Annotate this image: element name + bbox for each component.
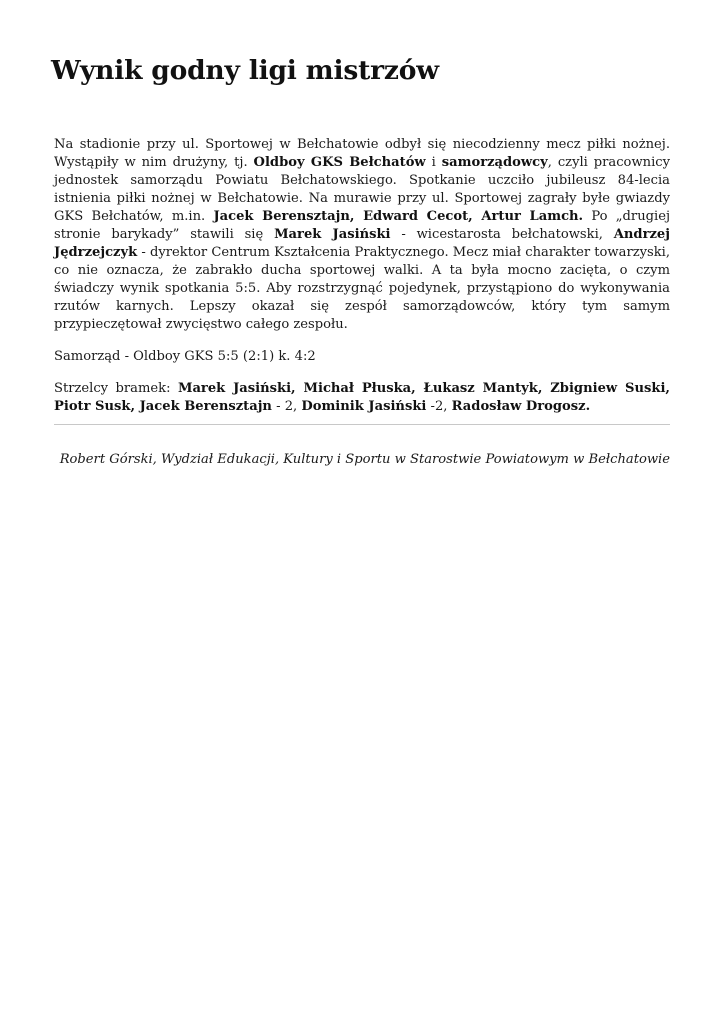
scorers-label: Strzelcy bramek: bbox=[54, 381, 178, 396]
author-signature: Robert Górski, Wydział Edukacji, Kultury i Sportu w Starostwie Powiatowym w Bełchatowie bbox=[59, 452, 670, 467]
article-body bbox=[54, 136, 670, 416]
scorers-text-1: - 2, bbox=[271, 399, 302, 414]
scorers-text-2: -2, bbox=[426, 399, 452, 414]
article-title: Wynik godny ligi mistrzów bbox=[51, 55, 439, 86]
score-line: Samorząd - Oldboy GKS 5:5 (2:1) k. 4:2 bbox=[54, 349, 316, 364]
lead-text-2: i bbox=[425, 155, 442, 170]
lead-text-4: Po „drugiej stronie barykady” stawili się bbox=[54, 209, 671, 242]
scorers-paragraph bbox=[54, 380, 670, 416]
lead-text-6: - dyrektor Centrum Kształcenia Praktycznego. Mecz miał charakter towarzyski, co nie oznacza, że zabrakło ducha sportowej walki. A ta była mocno zacięta, o czym świadczy wynik spotkania 5:5. Aby rozstrzygnąć pojedynek, przystąpiono do wykonywania rzutów karnych. Lepszy okazał się zespół samorządowców, który tym samym przypieczętował zwycięstwo całego zespołu. bbox=[54, 245, 670, 332]
scorers-bold-1: Marek Jasiński, Michał Płuska, Łukasz Mantyk, Zbigniew Suski, Piotr Susk, Jacek Berensztajn bbox=[54, 381, 670, 414]
lead-text-1: Na stadionie przy ul. Sportowej w Bełchatowie odbył się niecodzienny mecz piłki nożnej. Wystąpiły w nim drużyny, tj. bbox=[54, 137, 670, 170]
lead-bold-team-oldboy: Oldboy GKS Bełchatów bbox=[253, 155, 426, 170]
lead-bold-dyrektor: Andrzej Jędrzejczyk bbox=[54, 227, 670, 260]
scorers-bold-3: Radosław Drogosz. bbox=[451, 399, 591, 414]
lead-bold-oldboy-players: Jacek Berensztajn, Edward Cecot, Artur Lamch. bbox=[213, 209, 584, 224]
lead-bold-team-samorzad: samorządowcy bbox=[441, 155, 548, 170]
lead-paragraph bbox=[54, 136, 670, 334]
separator-line bbox=[54, 424, 670, 425]
lead-text-5: - wicestarosta bełchatowski, bbox=[390, 227, 614, 242]
scorers-bold-2: Dominik Jasiński bbox=[301, 399, 427, 414]
lead-text-3: , czyli pracownicy jednostek samorządu Powiatu Bełchatowskiego. Spotkanie uczciło jubileusz 84-lecia istnienia piłki nożnej w Bełchatowie. Na murawie przy ul. Sportowej zagrały byłe gwiazdy GKS Bełchatów, m.in. bbox=[54, 155, 671, 224]
lead-bold-wicestarosta: Marek Jasiński bbox=[274, 227, 391, 242]
